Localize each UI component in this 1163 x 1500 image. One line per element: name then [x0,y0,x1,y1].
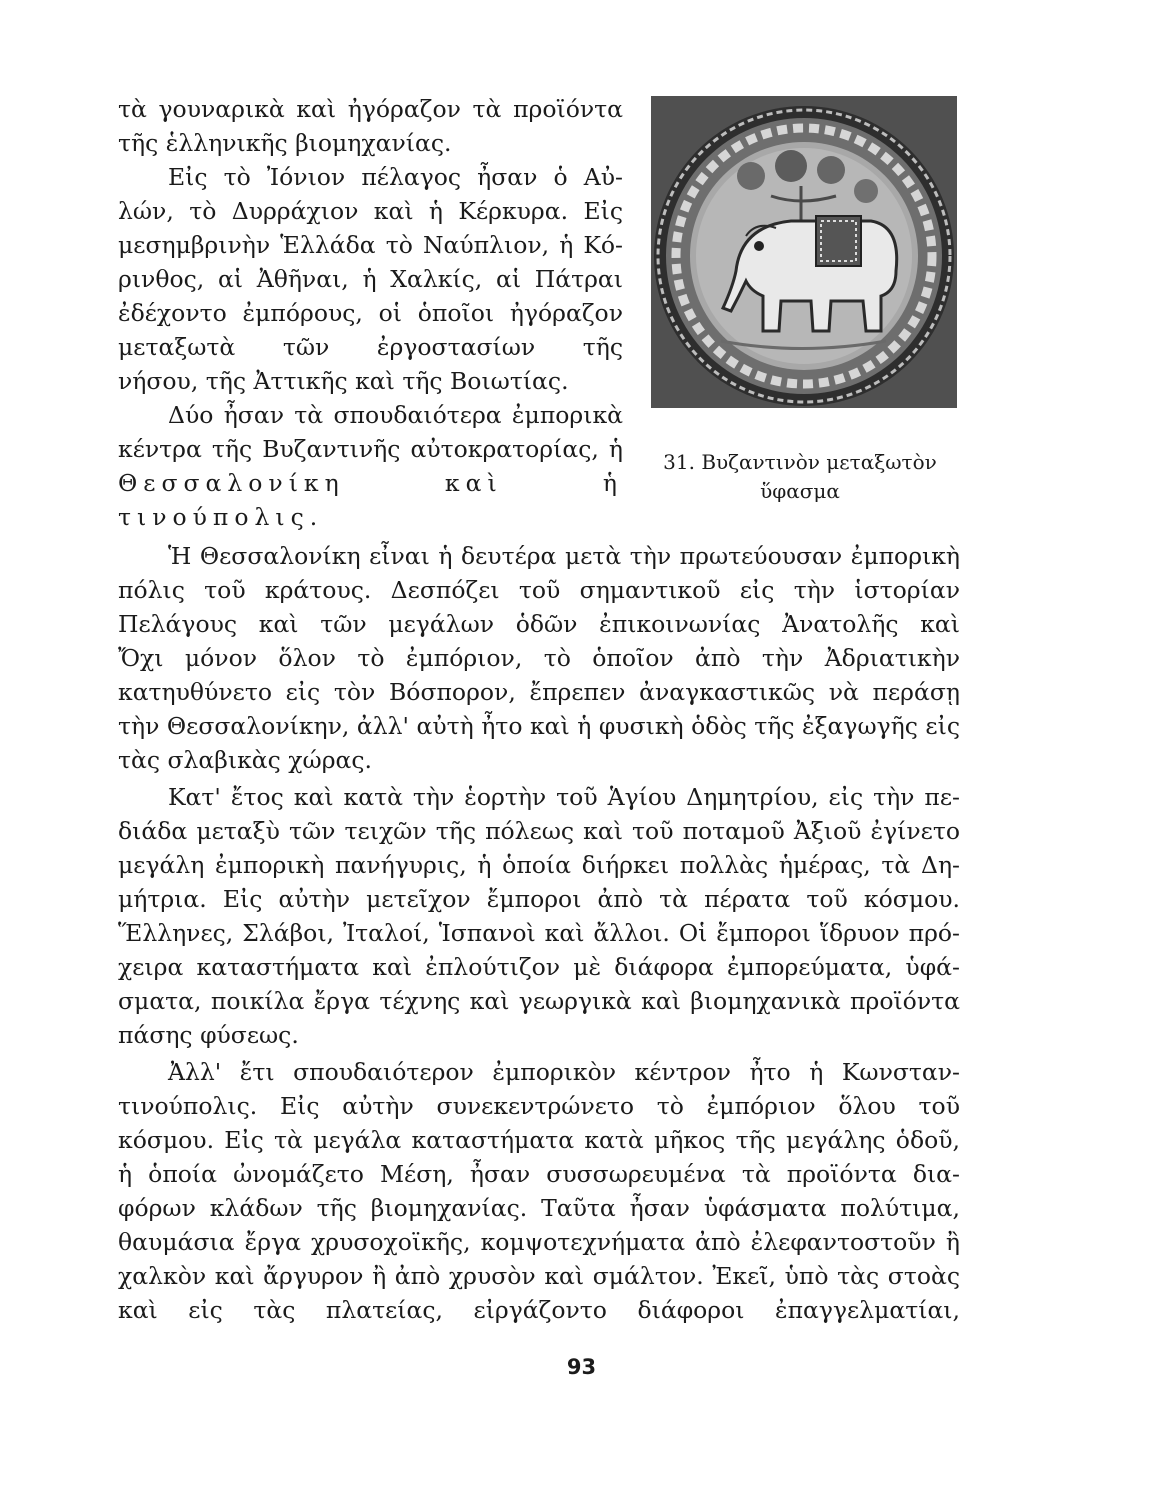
text-line: σματα, ποικίλα ἔργα τέχνης καὶ γεωργικὰ καὶ βιομηχανικὰ προϊόντα [118,987,960,1015]
text-line: Ἕλληνες, Σλάβοι, Ἰταλοί, Ἱσπανοὶ καὶ ἄλλοι. Οἱ ἔμποροι ἵδρυον πρό- [118,919,960,947]
text-line: Δύο ἦσαν τὰ σπουδαιότερα ἐμπορικὰ [168,401,623,429]
text-line: θαυμάσια ἔργα χρυσοχοϊκῆς, κομψοτεχνήματα ἀπὸ ἐλεφαντοστοῦν ἢ [118,1228,960,1256]
byzantine-silk-image [651,96,957,408]
text-line: λών, τὸ Δυρράχιον καὶ ἡ Κέρκυρα. Εἰς [118,197,623,225]
text-line: διάδα μεταξὺ τῶν τειχῶν τῆς πόλεως καὶ τοῦ ποταμοῦ Ἀξιοῦ ἐγίνετο [118,817,960,845]
text-line: νήσου, τῆς Ἀττικῆς καὶ τῆς Βοιωτίας. [118,367,569,395]
text-line: καὶ εἰς τὰς πλατείας, εἰργάζοντο διάφοροι ἐπαγγελματίαι, [118,1296,960,1324]
text-line: πάσης φύσεως. [118,1021,299,1049]
text-line: κατηυθύνετο εἰς τὸν Βόσπορον, ἔπρεπεν ἀναγκαστικῶς νὰ περάσῃ [118,678,960,706]
text-line: μεγάλη ἐμπορικὴ πανήγυρις, ἡ ὁποία διήρκει πολλὰς ἡμέρας, τὰ Δη- [118,851,960,879]
text-line: Εἰς τὸ Ἰόνιον πέλαγος ἦσαν ὁ Αὐ- [168,163,623,191]
text-line: Ἡ Θεσσαλονίκη εἶναι ἡ δευτέρα μετὰ τὴν πρωτεύουσαν ἐμπορικὴ [168,542,960,570]
text-line: μεταξωτὰ τῶν ἐργοστασίων τῆς [118,333,623,361]
text-line: τῆς ἑλληνικῆς βιομηχανίας. [118,129,452,157]
elephant-roundel-illustration [651,96,957,408]
figure-caption-line-2: ὕφασμα [760,479,840,503]
text-line: ἐδέχοντο ἐμπόρους, οἱ ὁποῖοι ἠγόραζον [118,299,623,327]
page-number: 93 [566,1355,597,1379]
text-line: χειρα καταστήματα καὶ ἐπλούτιζον μὲ διάφορα ἐμπορεύματα, ὑφά- [118,953,960,981]
text-line: πόλις τοῦ κράτους. Δεσπόζει τοῦ σημαντικοῦ εἰς τὴν ἱστορίαν [118,576,960,604]
text-line: Θεσσαλονίκη καὶ ἡ [118,469,623,497]
text-line: φόρων κλάδων τῆς βιομηχανίας. Ταῦτα ἦσαν ὑφάσματα πολύτιμα, [118,1194,960,1222]
text-line: κέντρα τῆς Βυζαντινῆς αὐτοκρατορίας, ἡ [118,435,623,463]
text-line: ἡ ὁποία ὠνομάζετο Μέση, ἦσαν συσσωρευμένα τὰ προϊόντα δια- [118,1160,960,1188]
text-line: τὴν Θεσσαλονίκην, ἀλλ' αὐτὴ ἦτο καὶ ἡ φυσικὴ ὁδὸς τῆς ἐξαγωγῆς εἰς [118,712,960,740]
text-line: τινούπολις. Εἰς αὐτὴν συνεκεντρώνετο τὸ ἐμπόριον ὅλου τοῦ [118,1092,960,1120]
text-line: μεσημβρινὴν Ἑλλάδα τὸ Ναύπλιον, ἡ Κό- [118,231,623,259]
text-line: τὰ γουναρικὰ καὶ ἠγόραζον τὰ προϊόντα [118,95,623,123]
text-line: Ἀλλ' ἔτι σπουδαιότερον ἐμπορικὸν κέντρον ἦτο ἡ Κωνσταν- [168,1058,960,1086]
text-line: Πελάγους καὶ τῶν μεγάλων ὁδῶν ἐπικοινωνίας Ἀνατολῆς καὶ [118,610,960,638]
text-line: μήτρια. Εἰς αὐτὴν μετεῖχον ἔμποροι ἀπὸ τὰ πέρατα τοῦ κόσμου. [118,885,960,913]
text-line: Κατ' ἔτος καὶ κατὰ τὴν ἑορτὴν τοῦ Ἁγίου Δημητρίου, εἰς τὴν πε- [168,783,960,811]
text-line: Ὄχι μόνον ὅλον τὸ ἐμπόριον, τὸ ὁποῖον ἀπὸ τὴν Ἀδριατικὴν [118,644,960,672]
text-line: τινούπολις. [118,503,324,531]
text-line: κόσμου. Εἰς τὰ μεγάλα καταστήματα κατὰ μῆκος τῆς μεγάλης ὁδοῦ, [118,1126,960,1154]
figure-caption-line-1: 31. Βυζαντινὸν μεταξωτὸν [663,450,937,474]
text-line: χαλκὸν καὶ ἄργυρον ἢ ἀπὸ χρυσὸν καὶ σμάλτον. Ἐκεῖ, ὑπὸ τὰς στοὰς [118,1262,960,1290]
text-line: ρινθος, αἱ Ἀθῆναι, ἡ Χαλκίς, αἱ Πάτραι [118,265,623,293]
text-line: τὰς σλαβικὰς χώρας. [118,746,373,774]
